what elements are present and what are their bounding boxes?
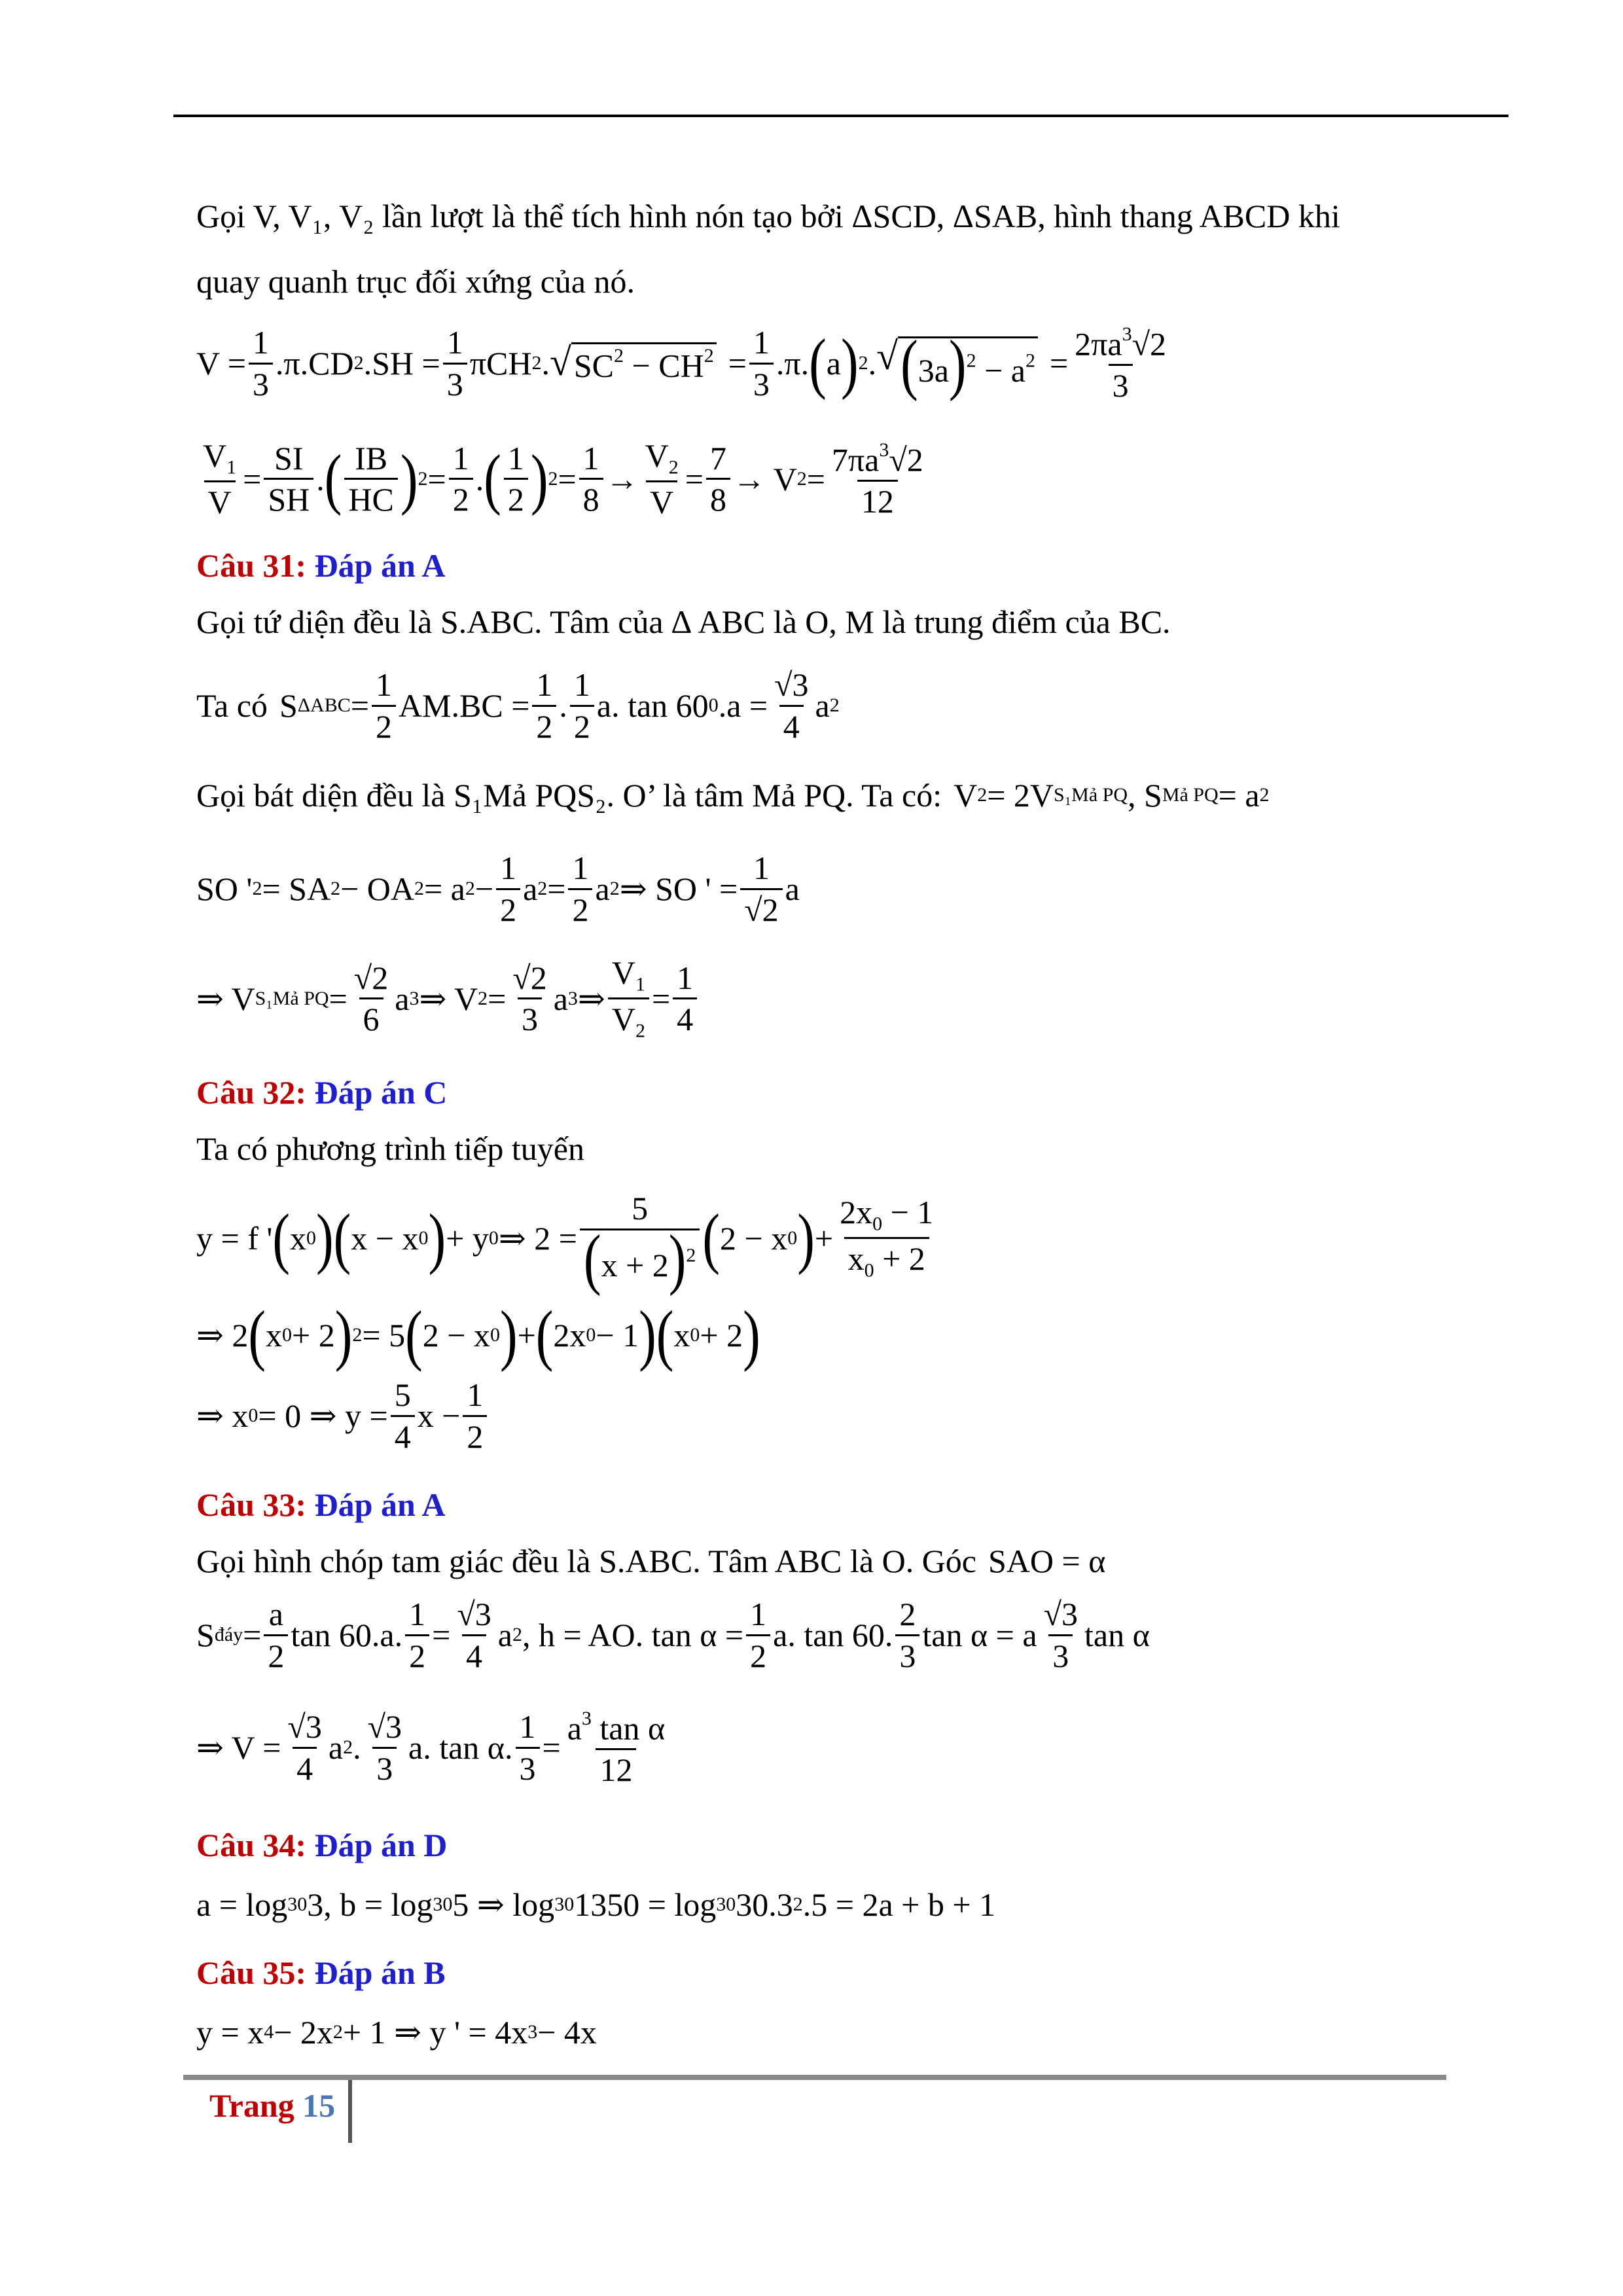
question-32-formula-tangent: y = f ' ( x 0 ) ( x − x 0 ) + y 0 ⇒ 2 = $\frac{5}{(x + 2)^2}$ ( 2 − x 0 ) + $\frac{2x_0 - 1}{x_0 + 2}$ xyxy=(196,1190,934,1297)
footer-label: Trang xyxy=(209,2087,294,2124)
intro-line-1: Gọi V, V₁, V₂ lần lượt là thể tích hình nón tạo bởi ΔSCD, ΔSAB, hình thang ABCD khi xyxy=(196,198,1340,234)
question-31-answer: Đáp án A xyxy=(314,547,446,584)
question-31-text-1: Gọi tứ diện đều là S.ABC. Tâm của ∆ ABC là O, M là trung điểm của BC. xyxy=(196,603,1171,640)
question-33-answer: Đáp án A xyxy=(314,1486,446,1523)
question-34-title: Câu 34: xyxy=(196,1827,307,1863)
question-33-title: Câu 33: xyxy=(196,1486,307,1523)
formula-volume-ratio: $\frac{V_1}{V}$ = $\frac{SI}{SH}$ . ( $\frac{IB}{HC}$ ) 2 = $\frac{1}{2}$ . ( $\frac{1}{2}$ ) 2 = $\frac{1}{8}$ → $\frac{V_2}{V}$ = $\frac{7}{8}$ → V 2 = $\frac{7\pi a^3√2}{12}$ xyxy=(203,437,923,520)
question-31-text-3-line: Gọi bát diện đều là S₁Mả PQS₂. O’ là tâm Mả PQ. Ta có: V 2 = 2V S₁Mả PQ , S Mả PQ = a 2 xyxy=(196,777,1270,814)
question-31-title: Câu 31: xyxy=(196,547,307,584)
question-32-formula-expand: ⇒ 2 ( x 0 + 2 ) 2 = 5 ( 2 − x 0 ) + ( 2x 0 − 1 ) ( x 0 + 2 ) xyxy=(196,1297,760,1373)
footer-rule xyxy=(183,2075,1446,2080)
question-34-answer: Đáp án D xyxy=(314,1827,448,1863)
formula-volume-v: V = $\frac{1}{3}$ .π.CD 2 .SH = $\frac{1}{3}$ πCH 2 . √ $SC^2 - CH^2$ = $\frac{1}{3}$ .π. ( a ) 2 . √ $(3a)^2 - a^2$ = $\frac{2\pi a^3√2}{3}$ xyxy=(196,323,1167,404)
question-32-answer: Đáp án C xyxy=(314,1074,448,1111)
header-rule xyxy=(173,115,1508,117)
question-35-formula-derivative: y = x 4 − 2x 2 + 1 ⇒ y ' = 4x 3 − 4x xyxy=(196,2014,597,2051)
intro-line-2: quay quanh trục đối xứng của nó. xyxy=(196,263,635,300)
question-33-formula-base: S đáy = $\frac{a}{2}$ tan 60.a. $\frac{1}{2}$ = $\frac{√3}{4}$ a 2 , h = AO. tan α = $\frac{1}{2}$ a. tan 60. $\frac{2}{3}$ tan α = a $\frac{√3}{3}$ tan α xyxy=(196,1596,1150,1674)
question-31-text-3: Gọi bát diện đều là S₁Mả PQS₂. O’ là tâm Mả PQ. Ta có: xyxy=(196,777,942,814)
question-31-formula-so: SO ' 2 = SA 2 − OA 2 = a 2 − $\frac{1}{2}$ a 2 = $\frac{1}{2}$ a 2 ⇒ SO ' = $\frac{1}{√2}$ a xyxy=(196,850,800,928)
question-35-title: Câu 35: xyxy=(196,1954,307,1991)
question-32-title: Câu 32: xyxy=(196,1074,307,1111)
page-number: 15 xyxy=(302,2087,336,2124)
question-32-formula-result: ⇒ x 0 = 0 ⇒ y = $\frac{5}{4}$ x − $\frac{1}{2}$ xyxy=(196,1378,490,1454)
question-34-heading xyxy=(196,1826,447,1864)
question-31-text-2: Ta có xyxy=(196,687,268,724)
page-footer xyxy=(209,2087,335,2125)
question-31-heading xyxy=(196,547,446,584)
question-32-heading xyxy=(196,1073,447,1111)
question-33-text-line: Gọi hình chóp tam giác đều là S.ABC. Tâm ABC là O. Góc SAO = α xyxy=(196,1543,1106,1579)
question-31-formula-area: Ta có S ΔABC = $\frac{1}{2}$ AM.BC = $\frac{1}{2}$ . $\frac{1}{2}$ a. tan 60 0 .a = $\frac{√3}{4}$ a 2 xyxy=(196,666,840,745)
question-33-formula-volume: ⇒ V = $\frac{√3}{4}$ a 2 . $\frac{√3}{3}$ a. tan α. $\frac{1}{3}$ = $\frac{a^3 \tan \alpha}{12}$ xyxy=(196,1708,666,1788)
question-33-heading xyxy=(196,1486,446,1524)
footer-divider xyxy=(348,2080,352,2143)
question-33-text-1: Gọi hình chóp tam giác đều là S.ABC. Tâm ABC là O. Góc xyxy=(196,1543,976,1579)
question-32-text-1: Ta có phương trình tiếp tuyến xyxy=(196,1130,584,1167)
question-35-answer: Đáp án B xyxy=(314,1954,446,1991)
question-31-formula-ratio: ⇒ V S₁Mả PQ = $\frac{√2}{6}$ a 3 ⇒ V 2 = $\frac{√2}{3}$ a 3 ⇒ $\frac{V_1}{V_2}$ = $\frac{1}{4}$ xyxy=(196,956,700,1041)
question-34-formula-log: a = log 30 3, b = log 30 5 ⇒ log 30 1350 = log 30 30.3 2 .5 = 2a + b + 1 xyxy=(196,1886,996,1923)
question-35-heading xyxy=(196,1954,446,1992)
